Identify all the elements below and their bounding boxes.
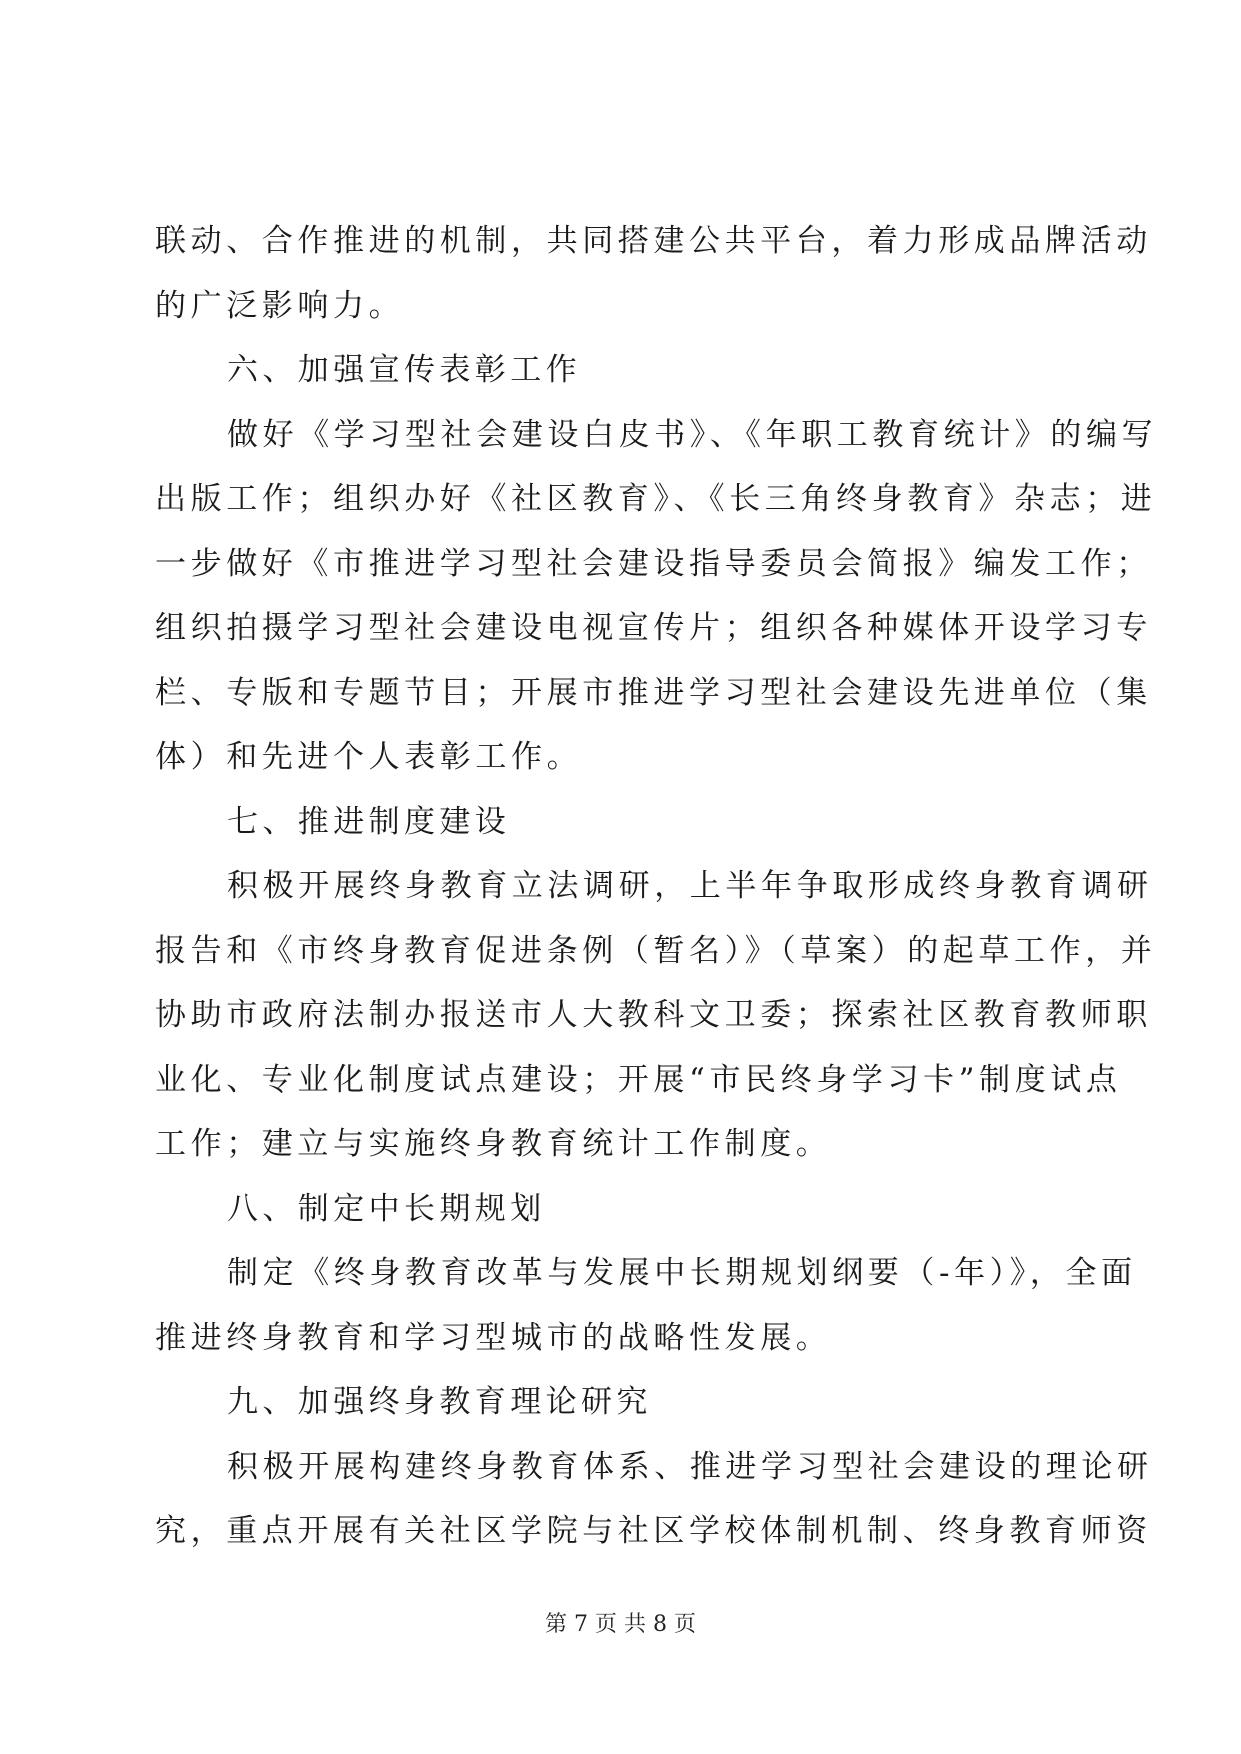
section-heading-9: 九、加强终身教育理论研究	[227, 1384, 652, 1420]
section-heading-8: 八、制定中长期规划	[227, 1190, 546, 1227]
paragraph-line: 积极开展构建终身教育体系、推进学习型社会建设的理论研	[227, 1448, 1153, 1485]
paragraph-line: 做好《学习型社会建设白皮书》、《年职工教育统计》的编写	[227, 416, 1158, 453]
paragraph-line: 栏、专版和专题节目；开展市推进学习型社会建设先进单位（集	[155, 674, 1152, 711]
paragraph-line: 的广泛影响力。	[155, 287, 405, 324]
paragraph-line: 协助市政府法制办报送市人大教科文卫委；探索社区教育教师职	[155, 997, 1152, 1033]
section-heading-6: 六、加强宣传表彰工作	[227, 352, 581, 388]
paragraph-line: 积极开展终身教育立法调研，上半年争取形成终身教育调研	[227, 868, 1153, 904]
paragraph-line: 报告和《市终身教育促进条例（暂名）》（草案）的起草工作，并	[155, 932, 1157, 969]
paragraph-line: 推进终身教育和学习型城市的战略性发展。	[155, 1319, 832, 1356]
paragraph-line: 组织拍摄学习型社会建设电视宣传片；组织各种媒体开设学习专	[155, 610, 1152, 646]
paragraph-line: 一步做好《市推进学习型社会建设指导委员会简报》编发工作；	[155, 545, 1152, 582]
document-body	[155, 223, 1158, 1580]
paragraph-line: 出版工作；组织办好《社区教育》、《长三角终身教育》杂志；进	[155, 481, 1157, 517]
section-heading-7: 七、推进制度建设	[227, 803, 511, 840]
paragraph-line: 究，重点开展有关社区学院与社区学校体制机制、终身教育师资	[155, 1513, 1152, 1549]
paragraph-line: 业化、专业化制度试点建设；开展“市民终身学习卡”制度试点	[155, 1061, 1122, 1098]
paragraph-line: 制定《终身教育改革与发展中长期规划纲要（-年）》，全面	[227, 1255, 1137, 1291]
paragraph-line: 联动、合作推进的机制，共同搭建公共平台，着力形成品牌活动	[155, 223, 1152, 259]
page-number-footer: 第 7 页 共 8 页	[545, 1612, 696, 1637]
paragraph-line: 工作；建立与实施终身教育统计工作制度。	[155, 1126, 832, 1162]
paragraph-line: 体）和先进个人表彰工作。	[155, 739, 583, 775]
